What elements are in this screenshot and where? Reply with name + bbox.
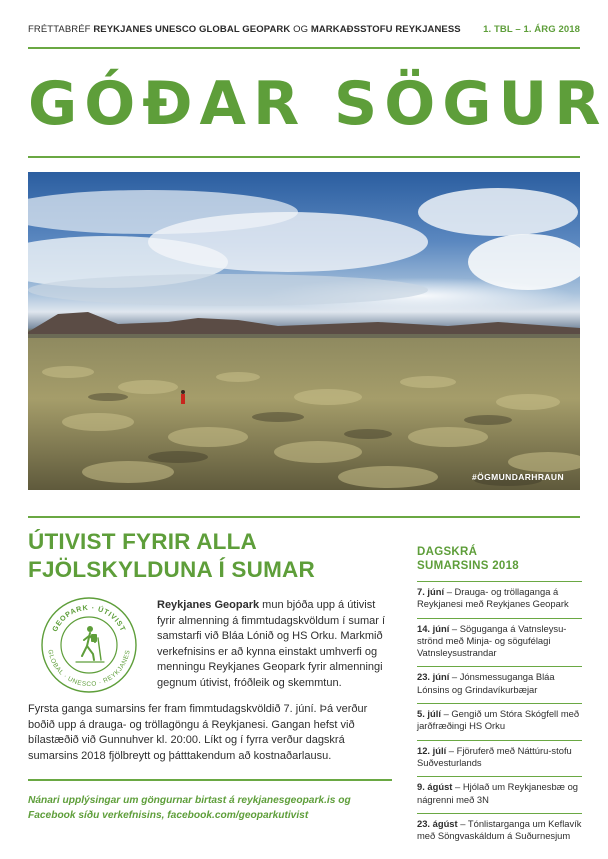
article-divider: [28, 779, 392, 781]
event-text: – Hjólað um Reykjanesbæ og nágrenni með 3N: [417, 781, 579, 805]
header-org1: REYKJANES UNESCO GLOBAL GEOPARK: [93, 24, 291, 35]
event-text: – Gengið um Stóra Skógfell með jarðfræðingi HS Orku: [417, 708, 580, 732]
logo-ring-text-top: GEOPARK · ÚTIVIST: [50, 602, 128, 634]
event-text: – Tónlistarganga um Keflavík með Söngvaskáldum á Suðurnesjum: [417, 817, 582, 842]
header-prefix: FRÉTTABRÉF: [28, 24, 91, 35]
hiker-icon: [76, 626, 104, 662]
masthead-divider: [28, 156, 580, 158]
schedule-event: [417, 813, 582, 850]
article-intro: [157, 598, 391, 692]
event-date: 23. ágúst: [417, 817, 458, 829]
intro-bold-lead: Reykjanes Geopark: [157, 599, 260, 611]
schedule-title-line-1: DAGSKRÁ: [417, 546, 478, 558]
photo-location-hashtag: #ÖGMUNDARHRAUN: [471, 472, 564, 482]
event-date: 12. júlí: [417, 744, 447, 756]
header-divider: [28, 47, 580, 49]
hiker-figure: [181, 394, 185, 404]
lava-field-landscape: [28, 172, 580, 490]
more-info-note: Nánari upplýsingar um göngurnar birtast á reykjanesgeopark.is og Facebook síðu verkefnisins, facebook.com/geoparkutivist: [28, 795, 351, 821]
issue-number: 1. TBL – 1. ÁRG 2018: [483, 24, 580, 35]
schedule-event: [417, 776, 582, 813]
geopark-utivist-logo: [40, 596, 138, 694]
schedule-title: [417, 545, 582, 573]
cover-photo: [28, 172, 580, 490]
article-body: Fyrsta ganga sumarsins fer fram fimmtudagskvöldið 7. júní. Þá verður boðið upp á drauga- og tröllagöngu á Reykjanesi. Gangan hefst við bílastæðið við Gunnuhver kl. 20:00. Líkt og í fyrra verður dagskrá sumarsins 2018 fjölbreytt og þátttakendum að kostnaðarlausu.: [28, 703, 368, 762]
schedule-event: [417, 581, 582, 618]
header-org2: MARKAÐSSTOFU REYKJANESS: [310, 24, 461, 35]
schedule-title-line-2: SUMARSINS 2018: [417, 560, 519, 572]
logo-ring-text-bottom: GLOBAL · UNESCO · REYKJANES: [46, 649, 132, 688]
event-date: 9. ágúst: [417, 781, 453, 793]
event-text: – Söguganga á Vatnsleysu-strönd með Minja- og sögufélagi Vatnsleysustrandar: [417, 622, 567, 659]
headline-line-2: FJÖLSKYLDUNA Í SUMAR: [28, 557, 315, 582]
event-date: 7. júní: [417, 586, 445, 597]
schedule-event: [417, 618, 582, 667]
schedule-event: [417, 666, 582, 703]
masthead-title: GÓÐAR SÖGUR: [28, 69, 608, 139]
schedule-sidebar: [417, 545, 582, 849]
event-date: 5. júlí: [417, 708, 441, 720]
event-text: – Jónsmessuganga Bláa Lónsins og Grindavíkurbæjar: [417, 671, 555, 695]
article-headline: [28, 528, 388, 584]
photo-divider: [28, 516, 580, 518]
headline-line-1: ÚTIVIST FYRIR ALLA: [28, 529, 258, 554]
newsletter-header-bar: [28, 24, 580, 38]
event-date: 23. júní: [417, 671, 450, 683]
event-date: 14. júní: [417, 622, 450, 634]
event-text: – Drauga- og tröllaganga á Reykjanesi með Reykjanes Geopark: [417, 586, 569, 610]
header-conj: OG: [293, 24, 309, 35]
schedule-event: [417, 703, 582, 740]
newsletter-subtitle: [28, 24, 461, 38]
intro-text: mun bjóða upp á útivist fyrir almenning á fimmtudagskvöldum í sumar í samstarfi við Bláa Lónið og HS Orku. Markmið verkefnisins er að kynna einstakt umhverfi og menningu Reykjanes Geopark fyrir almenningi gegnum útivist, fróðleik og skemmtun.: [157, 599, 386, 689]
schedule-event: [417, 740, 582, 777]
event-text: – Fjöruferð með Náttúru-stofu Suðvesturlands: [417, 744, 572, 768]
